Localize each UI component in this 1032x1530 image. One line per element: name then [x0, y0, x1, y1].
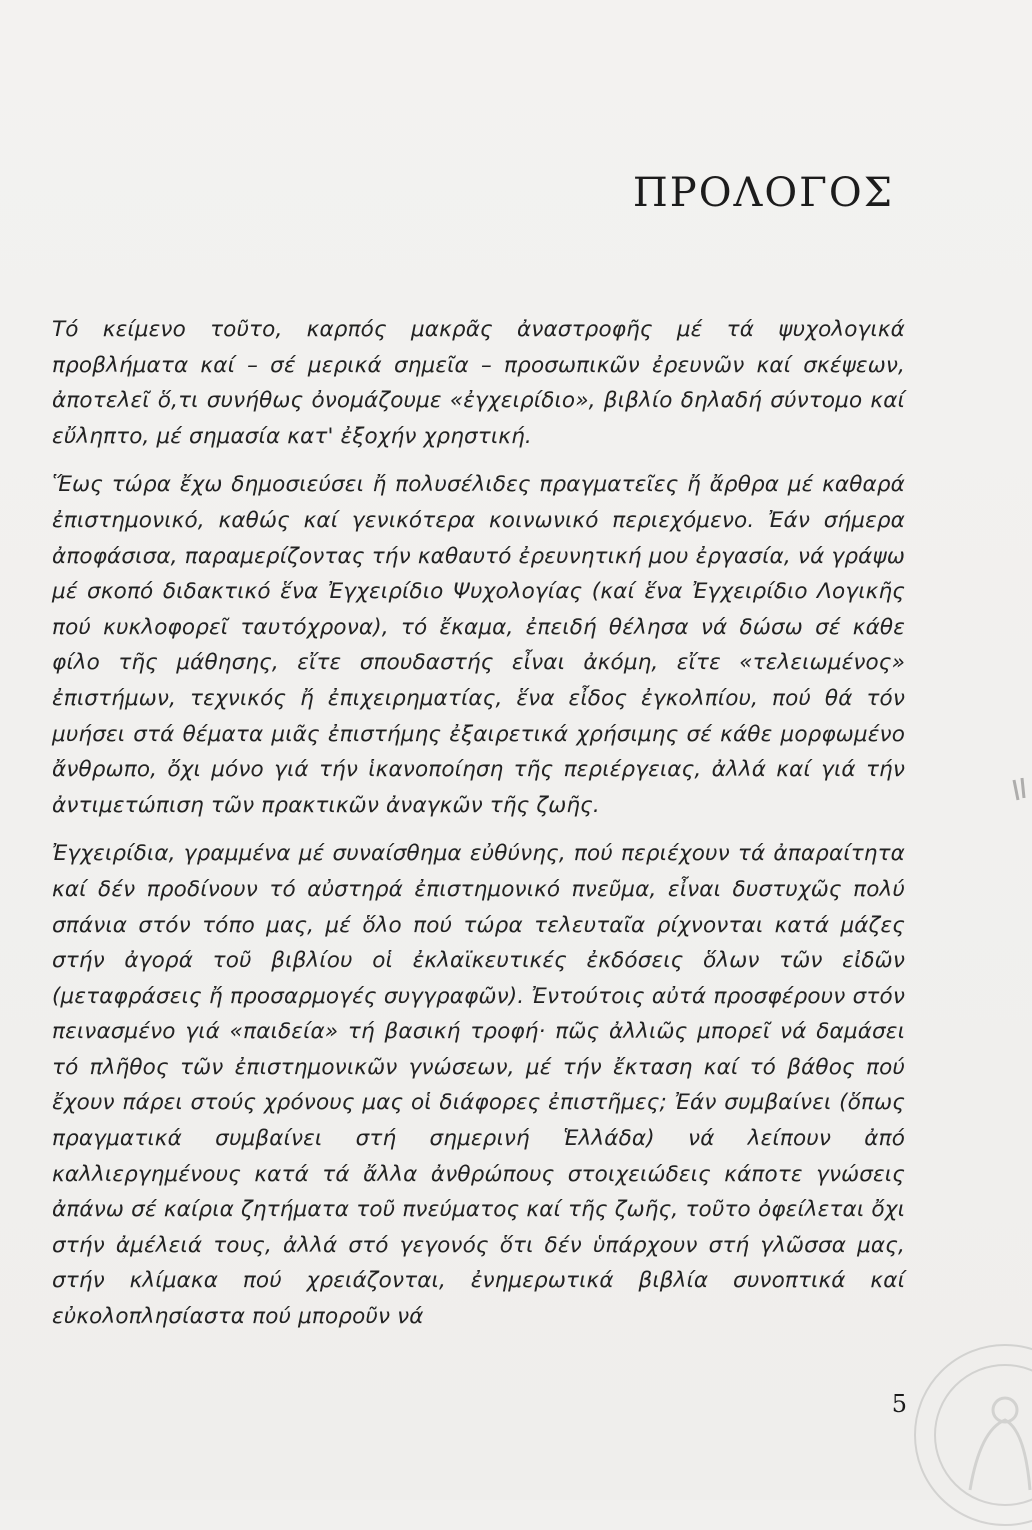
paragraph-3: Ἐγχειρίδια, γραμμένα μέ συναίσθημα εὐθύνης, πού περιέχουν τά ἀπαραίτητα καί δέν προδίνουν τό αὐστηρά ἐπιστημονικό πνεῦμα, εἶναι δυστυχῶς πολύ σπάνια στόν τόπο μας, μέ ὅλο πού τώρα τελευταῖα ρίχνονται κατά μάζες στήν ἀγορά τοῦ βιβλίου οἱ ἐκλαϊκευτικές ἐκδόσεις ὅλων τῶν εἰδῶν (μεταφράσεις ἤ προσαρμογές συγγραφῶν). Ἐντούτοις αὐτά προσφέρουν στόν πεινασμένο γιά «παιδεία» τή βασική τροφή· πῶς ἀλλιῶς μπορεῖ νά δαμάσει τό πλῆθος τῶν ἐπιστημονικῶν γνώσεων, μέ τήν ἔκταση καί τό βάθος πού ἔχουν πάρει στούς χρόνους μας οἱ διάφορες ἐπιστῆμες; Ἐάν συμβαίνει (ὅπως πραγματικά συμβαίνει στή σημερινή Ἑλλάδα) νά λείπουν ἀπό καλλιεργημένους κατά τά ἄλλα ἀνθρώπους στοιχειώδεις κάποτε γνώσεις ἀπάνω σέ καίρια ζητήματα τοῦ πνεύματος καί τῆς ζωῆς, τοῦτο ὀφείλεται ὄχι στήν ἀμέλειά τους, ἀλλά στό γεγονός ὅτι δέν ὑπάρχουν στή γλῶσσα μας, στήν κλίμακα πού χρειάζονται, ἐνημερωτικά βιβλία συνοπτικά καί εὐκολοπλησίαστα πού μποροῦν νά [52, 841, 905, 1330]
body-text [52, 312, 905, 1335]
paragraph-1: Τό κείμενο τοῦτο, καρπός μακρᾶς ἀναστροφῆς μέ τά ψυχολογικά προβλήματα καί – σέ μερικά σημεῖα – προσωπικῶν ἐρευνῶν καί σκέψεων, ἀποτελεῖ ὅ,τι συνήθως ὀνομάζουμε «ἐγχειρίδιο», βιβλίο δηλαδή σύντομο καί εὔληπτο, μέ σημασία κατ' ἐξοχήν χρηστική. [52, 317, 905, 449]
paragraph-2: Ἕως τώρα ἔχω δημοσιεύσει ἤ πολυσέλιδες πραγματεῖες ἤ ἄρθρα μέ καθαρά ἐπιστημονικό, καθώς καί γενικότερα κοινωνικό περιεχόμενο. Ἐάν σήμερα ἀποφάσισα, παραμερίζοντας τήν καθαυτό ἐρευνητική μου ἐργασία, νά γράψω μέ σκοπό διδακτικό ἕνα Ἐγχειρίδιο Ψυχολογίας (καί ἕνα Ἐγχειρίδιο Λογικῆς πού κυκλοφορεῖ ταυτόχρονα), τό ἔκαμα, ἐπειδή θέλησα νά δώσω σέ κάθε φίλο τῆς μάθησης, εἴτε σπουδαστής εἶναι ἀκόμη, εἴτε «τελειωμένος» ἐπιστήμων, τεχνικός ἤ ἐπιχειρηματίας, ἕνα εἶδος ἐγκολπίου, πού θά τόν μυήσει στά θέματα μιᾶς ἐπιστήμης ἐξαιρετικά χρήσιμης σέ κάθε μορφωμένο ἄνθρωπο, ὄχι μόνο γιά τήν ἱκανοποίηση τῆς περιέργειας, ἀλλά καί γιά τήν ἀντιμετώπιση τῶν πρακτικῶν ἀναγκῶν τῆς ζωῆς. [52, 472, 905, 818]
page-number: 5 [891, 1390, 907, 1418]
chapter-title: ΠΡΟΛΟΓΟΣ [632, 170, 894, 216]
library-stamp [910, 1340, 1032, 1530]
ink-bleed-mark [1010, 770, 1032, 810]
